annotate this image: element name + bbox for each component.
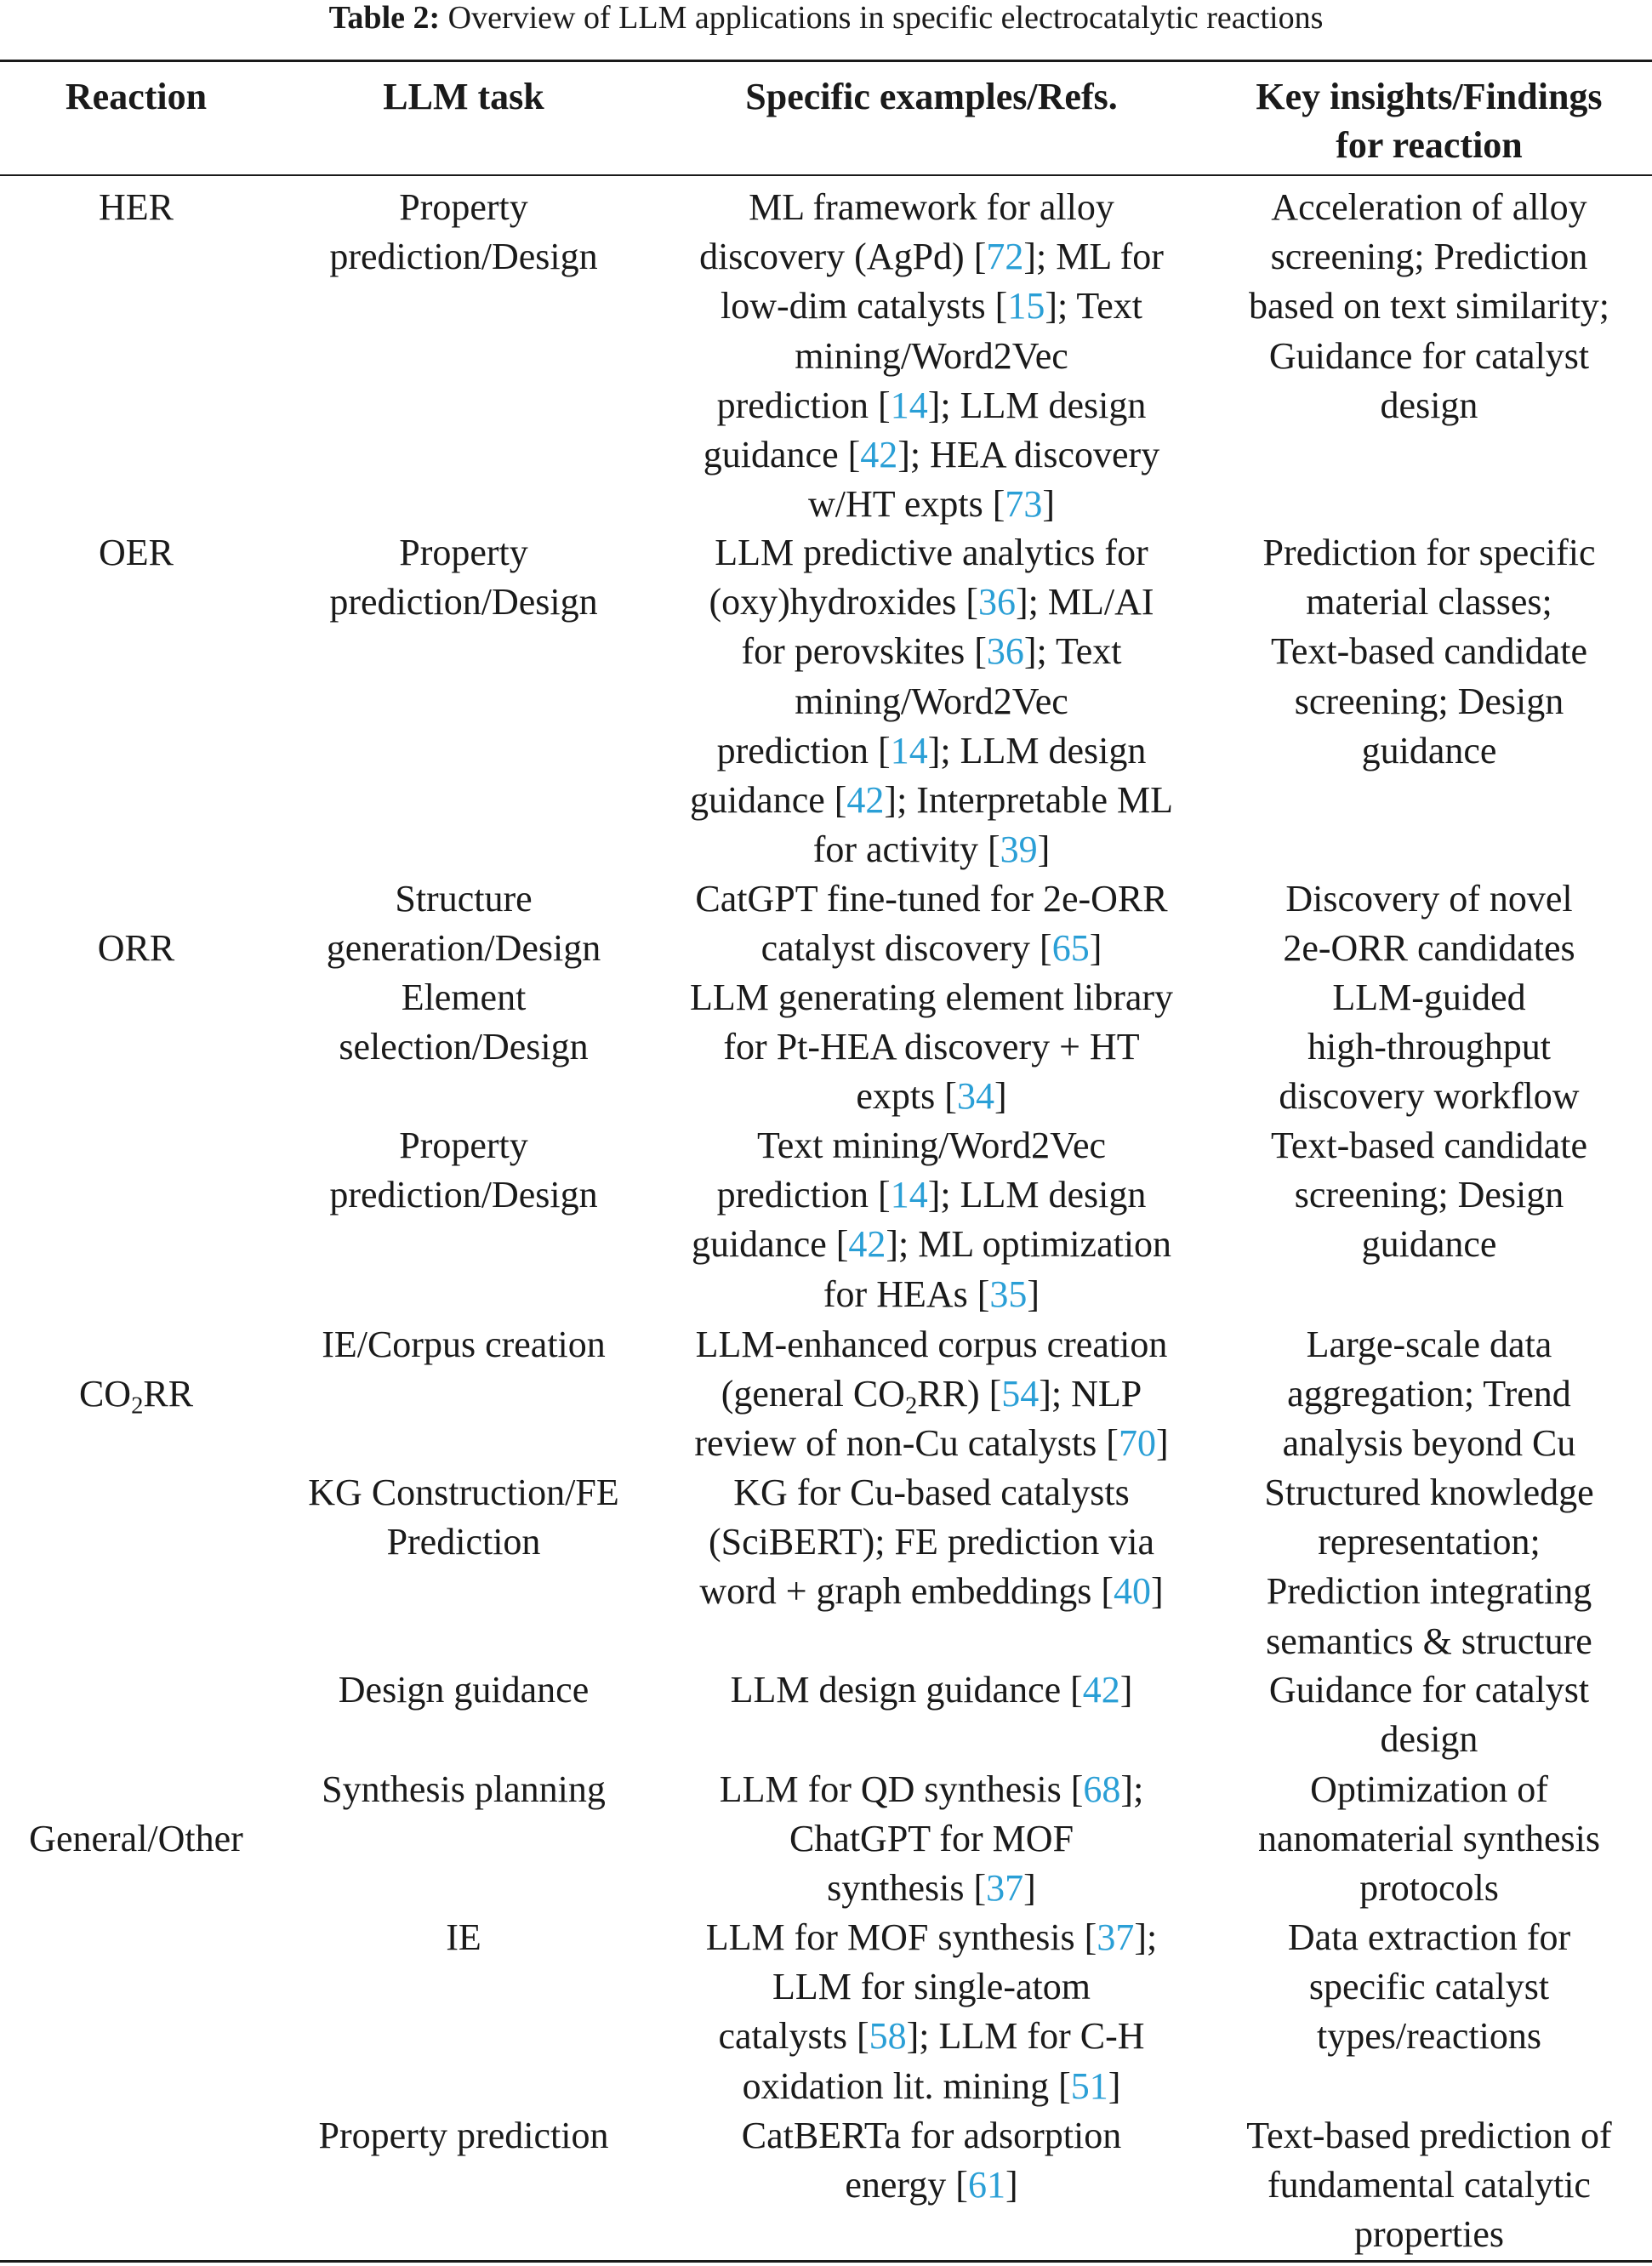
ref-link[interactable]: 14: [890, 1174, 928, 1216]
header-rule: [0, 174, 1652, 176]
ref-link[interactable]: 15: [1007, 285, 1045, 327]
row-7-examples: KG for Cu-based catalysts (SciBERT); FE prediction via word + graph embeddings [40]: [699, 1472, 1164, 1613]
ref-link[interactable]: 73: [1005, 483, 1043, 526]
ref-link[interactable]: 34: [956, 1075, 994, 1118]
row-4-examples: LLM generating element library for Pt-HEA discovery + HT expts [34]: [689, 976, 1174, 1118]
ref-link[interactable]: 54: [1001, 1373, 1040, 1415]
row-9-insight: Optimization of nanomaterial synthesis protocols: [1257, 1768, 1600, 1910]
caption-text: Overview of LLM applications in specific electrocatalytic reactions: [447, 0, 1324, 36]
row-6-insight: Large-scale data aggregation; Trend analysis beyond Cu: [1282, 1324, 1576, 1465]
ref-link[interactable]: 70: [1118, 1422, 1156, 1465]
row-6-examples: LLM-enhanced corpus creation (general $CO_2RR$) [54]; NLP review of non-Cu catalysts [70]: [694, 1324, 1169, 1465]
row-7-insight: Structured knowledge representation; Prediction integrating semantics & structure: [1264, 1472, 1594, 1662]
row-10-task: IE: [446, 1916, 481, 1958]
row-2-insight: Prediction for specific material classes; Text-based candidate screening; Design guidance: [1262, 532, 1596, 771]
row-3-task: Structure generation/Design: [326, 878, 601, 970]
row-4-insight: LLM-guided high-throughput discovery workflow: [1279, 976, 1580, 1118]
row-8-task: Design guidance: [338, 1669, 590, 1711]
ref-link[interactable]: 68: [1083, 1768, 1121, 1810]
row-6-task: IE/Corpus creation: [322, 1324, 606, 1365]
ref-link[interactable]: 40: [1114, 1570, 1152, 1613]
row-10-insight: Data extraction for specific catalyst types/reactions: [1287, 1916, 1571, 2058]
row-2-task: Property prediction/Design: [329, 532, 598, 623]
table-bottom-rule: [0, 2260, 1652, 2263]
reaction-her: HER: [99, 186, 174, 228]
reaction-general-other: General/Other: [29, 1818, 243, 1859]
row-3-insight: Discovery of novel 2e-ORR candidates: [1283, 878, 1575, 970]
ref-link[interactable]: 14: [890, 729, 928, 771]
ref-link[interactable]: 65: [1051, 927, 1090, 970]
header-reaction: Reaction: [65, 76, 208, 117]
row-3-examples: CatGPT fine-tuned for 2e-ORR catalyst discovery [65]: [695, 878, 1168, 970]
row-1-examples: ML framework for alloy discovery (AgPd) [72]; ML for low-dim catalysts [15]; Text mining/Word2Vec prediction [14]; LLM design guidance [42]; HEA discovery w/HT expts [73]: [699, 186, 1164, 526]
ref-link[interactable]: 72: [986, 236, 1024, 278]
ref-link[interactable]: 58: [869, 2015, 907, 2058]
row-5-insight: Text-based candidate screening; Design guidance: [1271, 1124, 1587, 1266]
ref-link[interactable]: 37: [986, 1867, 1024, 1910]
table-caption: [0, 0, 1652, 43]
row-5-task: Property prediction/Design: [329, 1124, 598, 1216]
row-2-examples: LLM predictive analytics for (oxy)hydroxides [36]; ML/AI for perovskites [36]; Text mining/Word2Vec prediction [14]; LLM design guidance [42]; Interpretable ML for activity [39]: [689, 532, 1174, 871]
header-llm-task: LLM task: [383, 76, 544, 117]
ref-link[interactable]: 42: [848, 1223, 886, 1266]
row-4-task: Element selection/Design: [339, 976, 589, 1068]
row-10-examples: LLM for MOF synthesis [37]; LLM for single-atom catalysts [58]; LLM for C-H oxidation lit. mining [51]: [705, 1916, 1158, 2107]
row-11-examples: CatBERTa for adsorption energy [61]: [741, 2115, 1122, 2206]
row-7-task: KG Construction/FE Prediction: [308, 1472, 619, 1563]
ref-link[interactable]: 37: [1097, 1916, 1135, 1958]
reaction-co2rr: $CO_2RR$: [78, 1373, 194, 1420]
row-8-insight: Guidance for catalyst design: [1268, 1669, 1590, 1761]
ref-link[interactable]: 39: [1000, 828, 1038, 871]
row-5-examples: Text mining/Word2Vec prediction [14]; LLM design guidance [42]; ML optimization for HEAs [35]: [691, 1124, 1172, 1315]
row-11-task: Property prediction: [318, 2115, 609, 2156]
ref-link[interactable]: 61: [967, 2164, 1005, 2206]
ref-link[interactable]: 42: [1082, 1669, 1120, 1711]
row-1-insight: Acceleration of alloy screening; Prediction based on text similarity; Guidance for catalyst design: [1248, 186, 1610, 426]
ref-link[interactable]: 36: [977, 581, 1016, 623]
caption-label: Table 2:: [328, 0, 441, 36]
header-specific-examples: Specific examples/Refs.: [745, 76, 1118, 117]
table-top-rule: [0, 60, 1652, 62]
ref-link[interactable]: 35: [989, 1272, 1028, 1315]
row-11-insight: Text-based prediction of fundamental catalytic properties: [1246, 2115, 1612, 2256]
row-9-task: Synthesis planning: [322, 1768, 606, 1810]
reaction-oer: OER: [99, 532, 174, 573]
header-key-insights: Key insights/Findings for reaction: [1256, 76, 1603, 166]
ref-link[interactable]: 36: [986, 630, 1024, 673]
row-9-examples: LLM for QD synthesis [68]; ChatGPT for MOF synthesis [37]: [719, 1768, 1144, 1910]
reaction-orr: ORR: [97, 927, 175, 969]
ref-link[interactable]: 14: [890, 384, 928, 426]
ref-link[interactable]: 42: [860, 434, 898, 476]
row-1-task: Property prediction/Design: [329, 186, 598, 278]
row-8-examples: LLM design guidance [42]: [730, 1669, 1133, 1711]
ref-link[interactable]: 51: [1070, 2064, 1108, 2107]
ref-link[interactable]: 42: [846, 779, 885, 822]
